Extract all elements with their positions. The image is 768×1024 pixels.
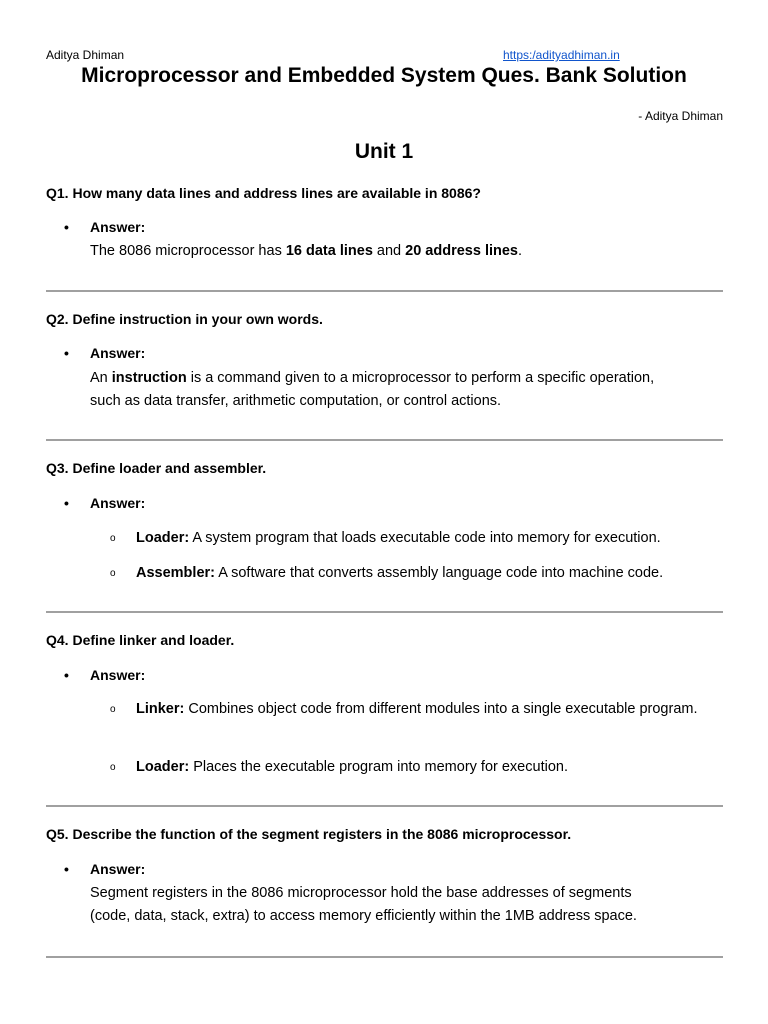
- unit-heading: Unit 1: [354, 140, 414, 163]
- answer-4-item-loader: o Loader: Places the executable program into memory for execution.: [110, 756, 726, 779]
- question-4: Q4. Define linker and loader.: [46, 632, 235, 648]
- sub-bullet-icon: o: [110, 568, 116, 579]
- divider: [46, 805, 723, 807]
- answer-label-3: • Answer:: [64, 495, 146, 511]
- sub-bullet-icon: o: [110, 704, 116, 715]
- divider: [46, 290, 723, 292]
- answer-5-text: Segment registers in the 8086 microprocessor hold the base addresses of segments (code, data, stack, extra) to access memory efficiently within the 1MB address space.: [90, 885, 637, 924]
- sub-bullet-icon: o: [110, 762, 116, 773]
- header-author: Aditya Dhiman: [46, 48, 125, 62]
- answer-label-1: • Answer:: [64, 219, 146, 235]
- bullet-icon: •: [64, 861, 69, 877]
- answer-label-5: • Answer:: [64, 861, 146, 877]
- question-1: Q1. How many data lines and address lines are available in 8086?: [46, 185, 481, 201]
- question-3: Q3. Define loader and assembler.: [46, 460, 267, 476]
- document-title: Microprocessor and Embedded System Ques. Bank Solution: [81, 64, 687, 87]
- divider: [46, 611, 723, 613]
- question-2: Q2. Define instruction in your own words.: [46, 311, 323, 327]
- answer-3-item-assembler: o Assembler: A software that converts assembly language code into machine code.: [110, 562, 726, 585]
- author-byline: - Aditya Dhiman: [638, 109, 723, 123]
- divider: [46, 956, 723, 958]
- question-5: Q5. Describe the function of the segment registers in the 8086 microprocessor.: [46, 826, 572, 842]
- divider: [46, 439, 723, 441]
- bullet-icon: •: [64, 495, 69, 511]
- header-website-link[interactable]: https:/adityadhiman.in: [503, 48, 620, 62]
- bullet-icon: •: [64, 345, 69, 361]
- answer-label-4: • Answer:: [64, 667, 146, 683]
- answer-3-item-loader: o Loader: A system program that loads executable code into memory for execution.: [110, 527, 726, 550]
- answer-2-text: An instruction is a command given to a microprocessor to perform a specific operation, such as data transfer, arithmetic computation, or control actions.: [90, 370, 655, 409]
- answer-label-2: • Answer:: [64, 345, 146, 361]
- answer-4-item-linker: o Linker: Combines object code from different modules into a single executable program.: [110, 698, 706, 721]
- bullet-icon: •: [64, 667, 69, 683]
- sub-bullet-icon: o: [110, 533, 116, 544]
- answer-1-text: The 8086 microprocessor has 16 data lines and 20 address lines.: [90, 243, 523, 259]
- bullet-icon: •: [64, 219, 69, 235]
